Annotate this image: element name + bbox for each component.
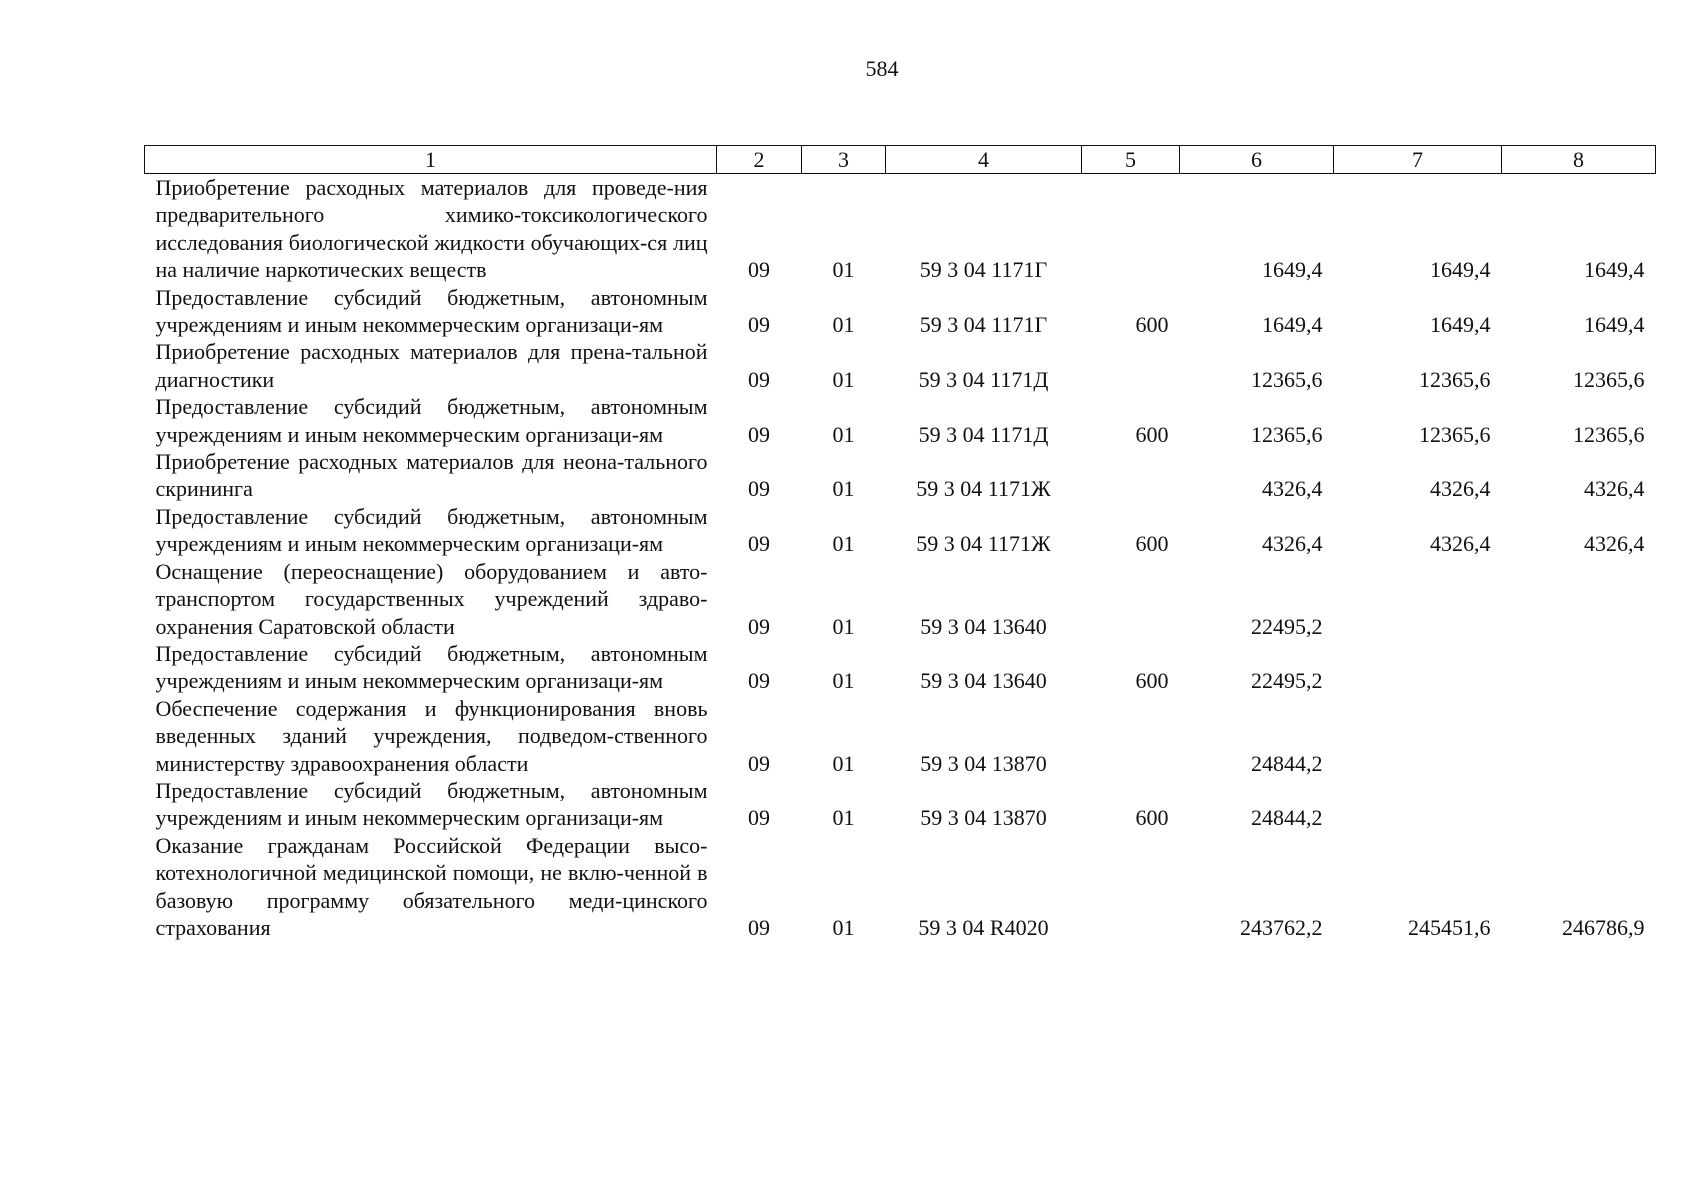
amount-cell-6: 243762,2	[1240, 914, 1323, 940]
amount-cell-6: 1649,4	[1262, 257, 1323, 283]
amount-cell-8: 246786,9	[1562, 914, 1645, 940]
header-row	[145, 146, 1656, 174]
subsection-cell: 01	[832, 531, 855, 557]
section-cell: 09	[748, 421, 770, 447]
row-name-cell: Приобретение расходных материалов для неона-тального скрининга	[155, 449, 708, 502]
amount-cell-7: 12365,6	[1419, 366, 1491, 392]
row-name-cell: Предоставление субсидий бюджетным, автономным учреждениям и иным некоммерческим организаци-ям	[155, 284, 708, 338]
amount-cell-7: 1649,4	[1430, 257, 1491, 283]
subsection-cell: 01	[832, 805, 855, 831]
section-cell: 09	[748, 312, 770, 338]
page-number: 584	[865, 56, 899, 81]
table-header	[145, 146, 1656, 174]
section-cell: 09	[748, 914, 770, 940]
subsection-cell: 01	[832, 312, 855, 338]
amount-cell-7	[1334, 695, 1502, 777]
section-cell: 09	[748, 668, 770, 694]
subsection-cell: 01	[832, 668, 855, 694]
amount-cell-8: 12365,6	[1573, 366, 1645, 392]
subsection-cell: 01	[832, 421, 855, 447]
section-cell: 09	[748, 257, 770, 283]
row-name-cell: Предоставление субсидий бюджетным, автономным учреждениям и иным некоммерческим организаци-ям	[155, 640, 708, 694]
target-code-cell: 59 3 04 1171Ж	[916, 476, 1051, 502]
amount-cell-6: 12365,6	[1251, 366, 1323, 392]
amount-cell-7: 245451,6	[1408, 914, 1491, 940]
table-row	[145, 448, 1656, 503]
amount-cell-6: 12365,6	[1251, 421, 1323, 447]
target-code-cell: 59 3 04 1171Д	[918, 421, 1049, 447]
table-row	[145, 640, 1656, 695]
expense-type-cell	[1082, 338, 1180, 393]
expense-type-cell	[1082, 695, 1180, 777]
subsection-cell: 01	[832, 613, 855, 639]
row-name-cell: Предоставление субсидий бюджетным, автономным учреждениям и иным некоммерческим организаци-ям	[155, 777, 708, 831]
row-name-cell: Приобретение расходных материалов для прена-тальной диагностики	[155, 339, 708, 392]
amount-cell-8	[1502, 777, 1656, 832]
table-body	[145, 174, 1656, 942]
expense-type-cell: 600	[1135, 312, 1169, 338]
amount-cell-7	[1334, 558, 1502, 640]
expense-type-cell: 600	[1135, 805, 1169, 831]
target-code-cell: 59 3 04 1171Д	[918, 366, 1049, 392]
amount-cell-7: 4326,4	[1430, 476, 1491, 502]
target-code-cell: 59 3 04 13870	[920, 805, 1047, 831]
target-code-cell: 59 3 04 13640	[920, 613, 1047, 639]
table-row	[145, 503, 1656, 558]
budget-table	[144, 145, 1656, 941]
subsection-cell: 01	[832, 750, 855, 776]
row-name-cell: Оснащение (переоснащение) оборудованием и авто-транспортом государственных учреждений здраво-охранения Саратовской области	[155, 558, 708, 639]
subsection-cell: 01	[832, 366, 855, 392]
amount-cell-6: 4326,4	[1262, 476, 1323, 502]
subsection-cell: 01	[832, 257, 855, 283]
section-cell: 09	[748, 366, 770, 392]
expense-type-cell: 600	[1135, 531, 1169, 557]
amount-cell-7	[1334, 640, 1502, 695]
amount-cell-7: 4326,4	[1430, 531, 1491, 557]
target-code-cell: 59 3 04 1171Г	[919, 312, 1048, 338]
amount-cell-6: 22495,2	[1251, 613, 1323, 639]
table-row	[145, 174, 1656, 284]
table-row	[145, 832, 1656, 942]
section-cell: 09	[748, 750, 770, 776]
expense-type-cell	[1082, 448, 1180, 503]
column-header: 7	[1334, 146, 1502, 174]
target-code-cell: 59 3 04 13870	[920, 750, 1047, 776]
amount-cell-7: 1649,4	[1430, 312, 1491, 338]
amount-cell-6: 4326,4	[1262, 531, 1323, 557]
expense-type-cell	[1082, 558, 1180, 640]
column-header: 8	[1502, 146, 1656, 174]
expense-type-cell	[1082, 174, 1180, 284]
table-row	[145, 695, 1656, 777]
target-code-cell: 59 3 04 1171Г	[919, 257, 1048, 283]
column-header: 2	[717, 146, 802, 174]
column-header: 1	[145, 146, 717, 174]
amount-cell-6: 1649,4	[1262, 312, 1323, 338]
table-row	[145, 284, 1656, 339]
target-code-cell: 59 3 04 1171Ж	[916, 531, 1051, 557]
row-name-cell: Обеспечение содержания и функционирования вновь введенных зданий учреждения, подведом-ственного министерству здравоохранения области	[155, 695, 708, 776]
amount-cell-8: 4326,4	[1584, 531, 1645, 557]
amount-cell-8: 12365,6	[1573, 421, 1645, 447]
amount-cell-7: 12365,6	[1419, 421, 1491, 447]
amount-cell-8	[1502, 640, 1656, 695]
expense-type-cell: 600	[1135, 421, 1169, 447]
expense-type-cell: 600	[1135, 668, 1169, 694]
expense-type-cell	[1082, 832, 1180, 942]
row-name-cell: Приобретение расходных материалов для проведе-ния предварительного химико-токсикологического исследования биологической жидкости обучающих-ся лиц на наличие наркотических веществ	[155, 175, 708, 283]
amount-cell-6: 24844,2	[1251, 750, 1323, 776]
subsection-cell: 01	[832, 914, 855, 940]
column-header: 5	[1082, 146, 1180, 174]
amount-cell-7	[1334, 777, 1502, 832]
table-row	[145, 777, 1656, 832]
section-cell: 09	[748, 476, 770, 502]
section-cell: 09	[748, 805, 770, 831]
table-row	[145, 558, 1656, 640]
amount-cell-8	[1502, 695, 1656, 777]
amount-cell-8	[1502, 558, 1656, 640]
amount-cell-8: 4326,4	[1584, 476, 1645, 502]
column-header: 3	[802, 146, 886, 174]
section-cell: 09	[748, 531, 770, 557]
amount-cell-8: 1649,4	[1584, 312, 1645, 338]
row-name-cell: Предоставление субсидий бюджетным, автономным учреждениям и иным некоммерческим организаци-ям	[155, 394, 708, 447]
target-code-cell: 59 3 04 R4020	[918, 914, 1049, 940]
amount-cell-6: 22495,2	[1251, 668, 1323, 694]
table-row	[145, 393, 1656, 448]
target-code-cell: 59 3 04 13640	[920, 668, 1047, 694]
column-header: 6	[1180, 146, 1334, 174]
section-cell: 09	[748, 613, 770, 639]
amount-cell-8: 1649,4	[1584, 257, 1645, 283]
subsection-cell: 01	[832, 476, 855, 502]
row-name-cell: Предоставление субсидий бюджетным, автономным учреждениям и иным некоммерческим организаци-ям	[155, 503, 708, 557]
row-name-cell: Оказание гражданам Российской Федерации высо-котехнологичной медицинской помощи, не вклю-ченной в базовую программу обязательного меди-цинского страхования	[155, 832, 708, 940]
amount-cell-6: 24844,2	[1251, 805, 1323, 831]
column-header: 4	[886, 146, 1082, 174]
table-row	[145, 338, 1656, 393]
